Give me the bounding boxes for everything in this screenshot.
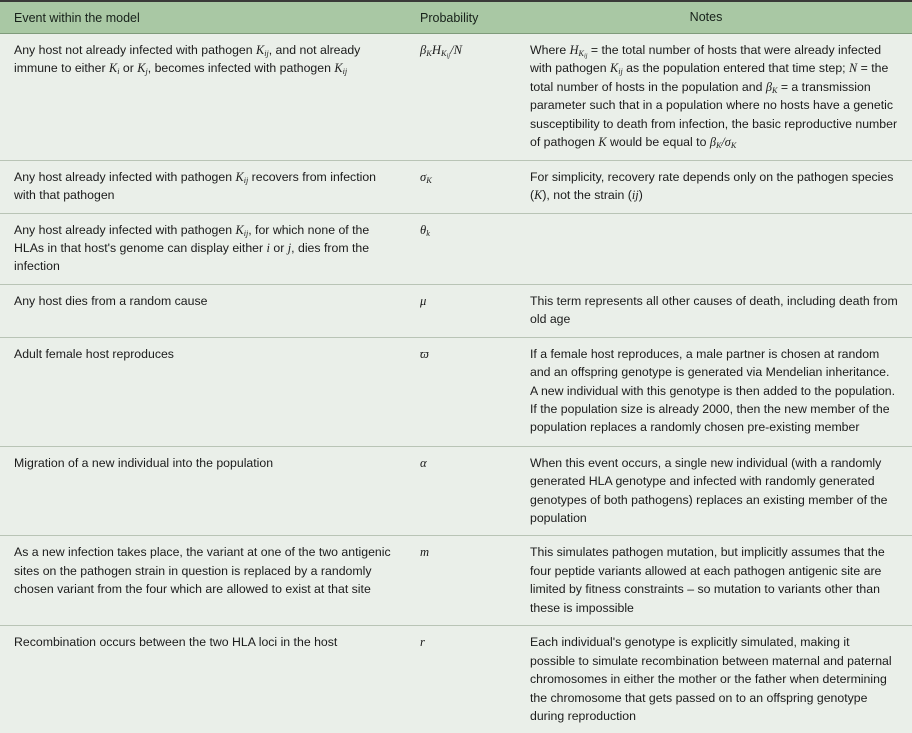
column-header-notes-label: Notes bbox=[689, 10, 723, 24]
notes-description: If a female host reproduces, a male partner is chosen at random and an offspring genotype is generated via Mendelian inheritance. A new individual with this genotype is then added to the population. If the population size is already 2000, then the new member of the population replaces a randomly chosen pre-existing member bbox=[530, 346, 896, 435]
cell-notes bbox=[520, 338, 912, 446]
cell-probability bbox=[412, 285, 520, 337]
cell-event bbox=[0, 447, 412, 536]
notes-description: This term represents all other causes of death, including death from old age bbox=[530, 293, 898, 327]
cell-event bbox=[0, 214, 412, 284]
cell-notes bbox=[520, 536, 912, 625]
probability-expression: α bbox=[420, 455, 427, 470]
cell-event bbox=[0, 161, 412, 213]
notes-description: Where $H_{K_{ij}}$ = the total number of hosts that were already infected with pathogen $K_{ij}$ as the population entered that time step; N = the total number of hosts in the population and $\beta_K = a$ transmission parameter such that in a population where no hosts have a genetic susceptibility to death from infection, the basic reproductive number of pathogen K would be equal to $\beta_K/\sigma_K$ bbox=[530, 43, 898, 151]
table-row bbox=[0, 160, 912, 213]
event-description: Any host not already infected with pathogen $K_{ij}$, and not already immune to either $K_i$ or $K_j$, becomes infected with pathogen $K_{ij}$ bbox=[14, 43, 361, 77]
cell-notes bbox=[520, 447, 912, 536]
cell-probability bbox=[412, 338, 520, 446]
column-header-probability bbox=[412, 9, 520, 27]
cell-event bbox=[0, 626, 412, 733]
table-body bbox=[0, 34, 912, 733]
table-row bbox=[0, 625, 912, 733]
table-row bbox=[0, 535, 912, 625]
probability-expression: ϖ bbox=[420, 346, 429, 361]
cell-event bbox=[0, 536, 412, 625]
probability-expression: m bbox=[420, 545, 430, 560]
cell-notes bbox=[520, 34, 912, 160]
notes-description: For simplicity, recovery rate depends only on the pathogen species (K), not the strain (ij) bbox=[530, 169, 894, 203]
cell-probability bbox=[412, 626, 520, 733]
notes-description: When this event occurs, a single new individual (with a randomly generated HLA genotype and infected with randomly generated genotypes of both pathogens) replaces an existing member of the population bbox=[530, 455, 888, 525]
cell-probability bbox=[412, 161, 520, 213]
notes-description: This simulates pathogen mutation, but implicitly assumes that the four peptide variants allowed at each pathogen antigenic site are limited by fitness constraints – so mutation to variants other than these is impossible bbox=[530, 545, 885, 615]
notes-description: Each individual's genotype is explicitly simulated, making it possible to simulate recombination between maternal and paternal chromosomes in either the mother or the father when determining the chromosome that gets passed on to an offspring genotype during reproduction bbox=[530, 635, 892, 723]
event-description: Recombination occurs between the two HLA loci in the host bbox=[14, 635, 338, 650]
column-header-notes bbox=[520, 10, 912, 25]
cell-probability bbox=[412, 536, 520, 625]
cell-event bbox=[0, 285, 412, 337]
probability-expression: μ bbox=[420, 293, 427, 308]
cell-notes bbox=[520, 626, 912, 733]
event-description: Adult female host reproduces bbox=[14, 346, 174, 361]
table-row bbox=[0, 213, 912, 284]
probability-expression: $\beta_KH_{K_{ij}}/N$ bbox=[420, 43, 462, 60]
column-header-probability-label: Probability bbox=[420, 10, 479, 25]
cell-notes bbox=[520, 161, 912, 213]
table-row bbox=[0, 34, 912, 160]
column-header-event bbox=[0, 9, 412, 27]
event-description: Any host already infected with pathogen $K_{ij}$, for which none of the HLAs in that host's genome can display either i or j, dies from the infection bbox=[14, 222, 370, 274]
cell-notes bbox=[520, 285, 912, 337]
column-header-event-label: Event within the model bbox=[14, 10, 140, 25]
cell-probability bbox=[412, 214, 520, 284]
probability-expression: r bbox=[420, 635, 425, 650]
cell-notes bbox=[520, 214, 912, 284]
event-description: As a new infection takes place, the variant at one of the two antigenic sites on the pathogen strain in question is replaced by a randomly chosen variant from the four which are allowed to exist at that site bbox=[14, 545, 391, 597]
cell-probability bbox=[412, 34, 520, 160]
table-row bbox=[0, 337, 912, 446]
event-description: Any host dies from a random cause bbox=[14, 293, 208, 308]
cell-probability bbox=[412, 447, 520, 536]
probability-expression: $\sigma_K$ bbox=[420, 169, 432, 185]
table-row bbox=[0, 446, 912, 536]
probability-expression: $\theta_k$ bbox=[420, 222, 430, 238]
event-description: Migration of a new individual into the population bbox=[14, 455, 274, 470]
cell-event bbox=[0, 34, 412, 160]
table-row bbox=[0, 284, 912, 337]
event-description: Any host already infected with pathogen $K_{ij}$ recovers from infection with that pathogen bbox=[14, 169, 377, 203]
cell-event bbox=[0, 338, 412, 446]
table-header-row bbox=[0, 2, 912, 34]
